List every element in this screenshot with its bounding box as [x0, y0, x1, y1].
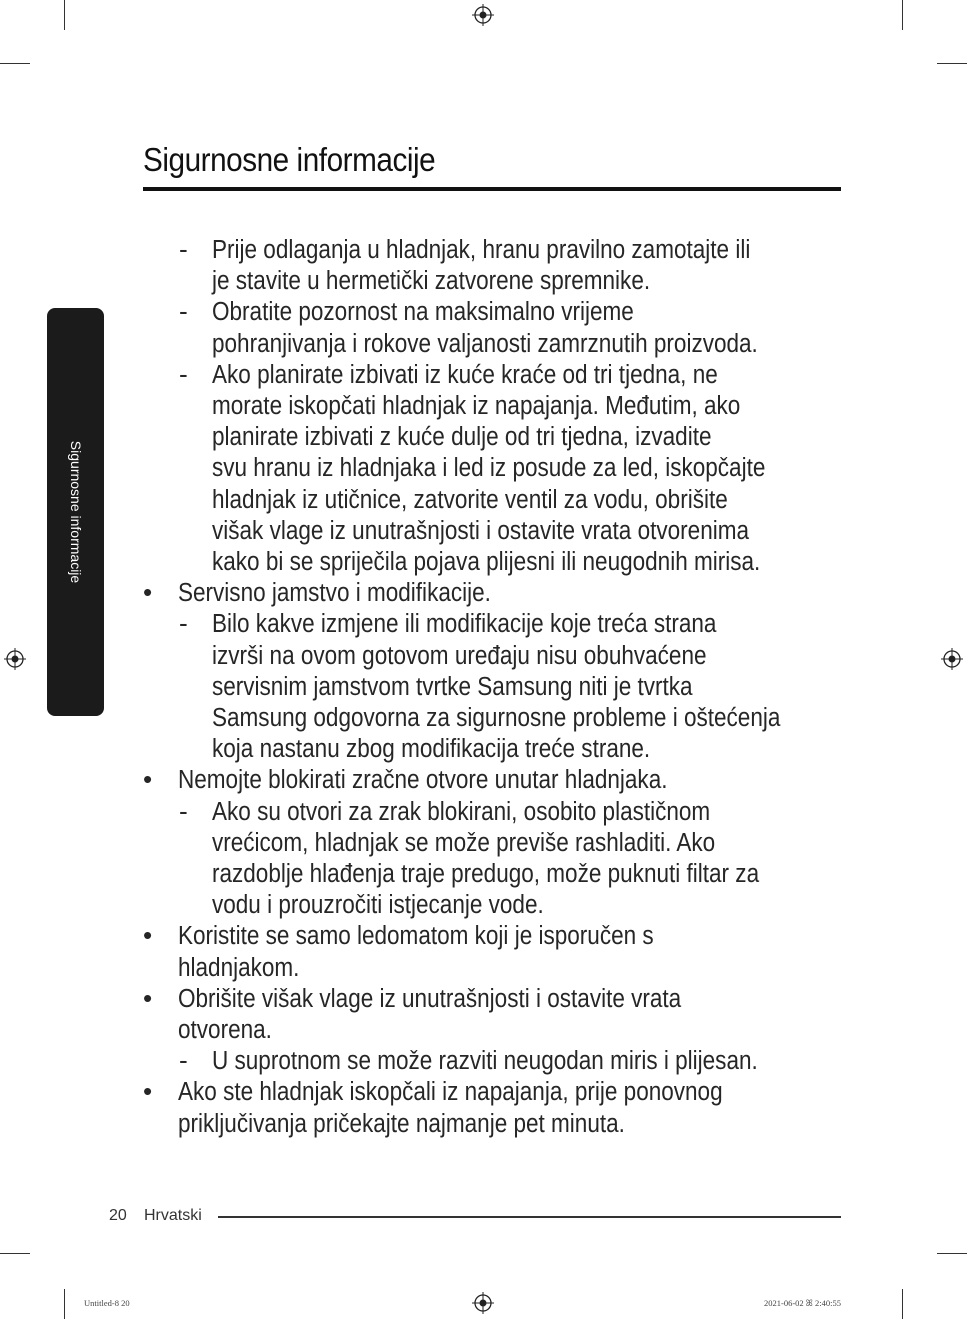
list-item-text	[178, 577, 491, 608]
text-line: svu hranu iz hladnjaka i led iz posude za led, iskopčajte	[212, 452, 766, 483]
dash-marker: -	[179, 296, 188, 327]
footer-divider	[218, 1216, 841, 1218]
crop-mark	[937, 1253, 967, 1254]
registration-mark-icon	[472, 1292, 494, 1314]
bullet-marker: •	[143, 920, 153, 951]
bullet-list-item	[143, 764, 848, 795]
list-item-text	[178, 920, 654, 982]
crop-mark	[937, 63, 967, 64]
registration-mark-icon	[472, 4, 494, 26]
sub-list-item	[143, 234, 848, 296]
bullet-marker: •	[143, 1076, 153, 1107]
list-item-text	[212, 359, 765, 577]
text-line: hladnjakom.	[178, 951, 300, 982]
title-divider	[143, 187, 841, 191]
dash-marker: -	[179, 1045, 188, 1076]
side-section-tab-label: Sigurnosne informacije	[67, 440, 84, 584]
text-line: izvrši na ovom gotovom uređaju nisu obuhvaćene	[212, 639, 707, 670]
dash-marker: -	[179, 234, 188, 264]
list-item-text	[212, 234, 750, 296]
list-item-text	[178, 983, 681, 1045]
dash-marker: -	[179, 795, 188, 826]
page-number: 20	[109, 1207, 127, 1224]
dash-marker: -	[179, 358, 188, 389]
print-slug-right: 2021-06-02 ꕤ 2:40:55	[764, 1298, 841, 1308]
text-line: Ako su otvori za zrak blokirani, osobito plastičnom	[212, 795, 711, 826]
crop-mark	[0, 1253, 30, 1254]
text-line: U suprotnom se može razviti neugodan miris i plijesan.	[212, 1045, 758, 1076]
list-item-text	[212, 796, 759, 921]
bullet-marker: •	[143, 577, 153, 608]
page-title: Sigurnosne informacije	[143, 141, 436, 178]
text-line: razdoblje hlađenja traje predugo, može puknuti filtar za	[212, 858, 760, 889]
text-line: je stavite u hermetički zatvorene spremnike.	[212, 265, 651, 296]
sub-list-item	[143, 1045, 848, 1076]
sub-list-item	[143, 359, 848, 577]
bullet-list-item	[143, 920, 848, 982]
sub-list-item	[143, 608, 848, 764]
text-line: vrećicom, hladnjak se može previše rashladiti. Ako	[212, 826, 716, 857]
list-item-text	[212, 1045, 758, 1076]
list-item-text	[178, 1076, 723, 1138]
text-line: priključivanja pričekajte najmanje pet minuta.	[178, 1107, 625, 1138]
text-line: kako bi se spriječila pojava plijesni ili neugodnih mirisa.	[212, 546, 761, 577]
sub-list-item	[143, 796, 848, 921]
sub-list-item	[143, 296, 848, 358]
text-line: vodu i prouzročiti istjecanje vode.	[212, 889, 544, 920]
text-line: hladnjak iz utičnice, zatvorite ventil za vodu, obrišite	[212, 483, 728, 514]
text-line: planirate izbivati z kuće dulje od tri tjedna, izvadite	[212, 421, 712, 452]
bullet-marker: •	[143, 764, 153, 795]
text-line: Prije odlaganja u hladnjak, hranu pravilno zamotajte ili	[212, 234, 751, 264]
text-line: Bilo kakve izmjene ili modifikacije koje treća strana	[212, 608, 717, 639]
text-line: Samsung odgovorna za sigurnosne probleme i oštećenja	[212, 702, 781, 733]
text-line: servisnim jamstvom tvrtke Samsung niti je tvrtka	[212, 670, 693, 701]
text-line: Ako ste hladnjak iskopčali iz napajanja, prije ponovnog	[178, 1076, 723, 1107]
text-line: Servisno jamstvo i modifikacije.	[178, 577, 491, 608]
text-line: pohranjivanja i rokove valjanosti zamrznutih proizvoda.	[212, 327, 758, 358]
list-item-text	[212, 608, 780, 764]
bullet-list-item	[143, 1076, 848, 1138]
bullet-list-item	[143, 577, 848, 608]
bullet-list-item	[143, 983, 848, 1045]
list-item-text	[178, 764, 667, 795]
text-line: višak vlage iz unutrašnjosti i ostavite vrata otvorenima	[212, 514, 750, 545]
crop-mark	[902, 1289, 903, 1319]
text-line: Obratite pozornost na maksimalno vrijeme	[212, 296, 634, 327]
crop-mark	[64, 0, 65, 30]
text-line: Nemojte blokirati zračne otvore unutar hladnjaka.	[178, 764, 668, 795]
dash-marker: -	[179, 608, 188, 639]
text-line: koja nastanu zbog modifikacija treće strane.	[212, 733, 651, 764]
text-line: Ako planirate izbivati iz kuće kraće od tri tjedna, ne	[212, 358, 718, 389]
text-line: Koristite se samo ledomatom koji je isporučen s	[178, 920, 654, 951]
footer-language: Hrvatski	[144, 1207, 202, 1224]
side-section-tab	[47, 308, 104, 716]
print-slug-left: Untitled-8 20	[84, 1298, 130, 1308]
registration-mark-icon	[4, 648, 26, 670]
bullet-marker: •	[143, 982, 153, 1013]
text-line: otvorena.	[178, 1014, 272, 1045]
list-item-text	[212, 296, 758, 358]
crop-mark	[64, 1289, 65, 1319]
text-line: Obrišite višak vlage iz unutrašnjosti i ostavite vrata	[178, 982, 682, 1013]
content-list	[143, 234, 848, 1139]
crop-mark	[0, 63, 30, 64]
registration-mark-icon	[941, 648, 963, 670]
crop-mark	[902, 0, 903, 30]
text-line: morate iskopčati hladnjak iz napajanja. Međutim, ako	[212, 390, 741, 421]
